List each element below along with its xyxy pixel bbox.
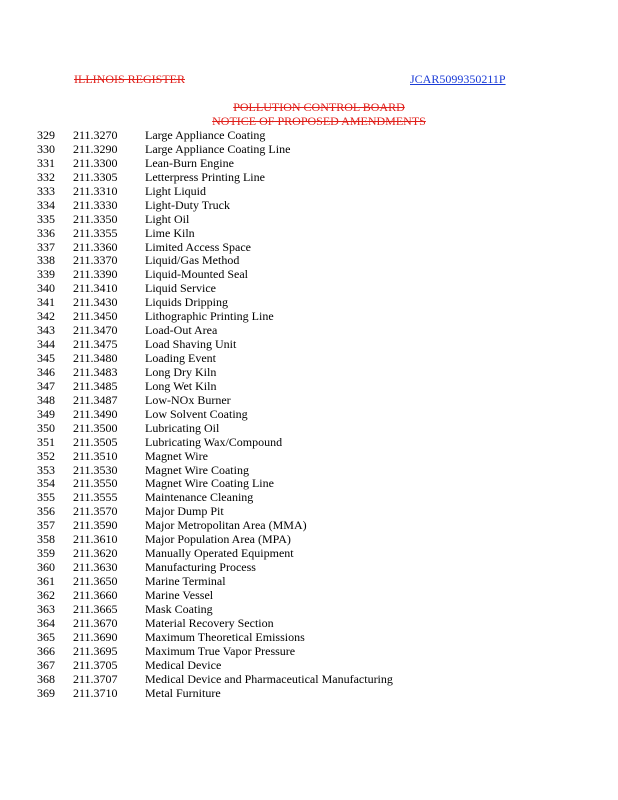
list-item	[37, 213, 597, 227]
section-number: 211.3430	[73, 295, 118, 310]
list-item	[37, 450, 597, 464]
list-item	[37, 241, 597, 255]
list-item	[37, 129, 597, 143]
defined-term: Lithographic Printing Line	[145, 309, 274, 324]
defined-term: Low-NOx Burner	[145, 392, 231, 407]
section-number: 211.3590	[73, 518, 118, 533]
line-number: 366	[37, 643, 55, 658]
section-number: 211.3305	[73, 169, 118, 184]
defined-term: Light Liquid	[145, 183, 206, 198]
defined-term: Magnet Wire	[145, 448, 208, 463]
list-item	[37, 505, 597, 519]
list-item	[37, 268, 597, 282]
list-item	[37, 519, 597, 533]
line-number: 350	[37, 420, 55, 435]
section-number: 211.3650	[73, 574, 118, 588]
list-item	[37, 408, 597, 422]
section-number: 211.3270	[73, 128, 118, 142]
line-number: 342	[37, 309, 55, 324]
list-item	[37, 296, 597, 310]
defined-term: Long Wet Kiln	[145, 378, 217, 393]
list-item	[37, 477, 597, 491]
section-number: 211.3660	[73, 587, 118, 602]
line-number: 353	[37, 462, 55, 477]
definitions-list	[37, 129, 597, 700]
defined-term: Liquid-Mounted Seal	[145, 267, 248, 282]
line-number: 337	[37, 239, 55, 254]
line-number: 347	[37, 378, 55, 393]
section-number: 211.3505	[73, 434, 118, 449]
list-item	[37, 227, 597, 241]
list-item	[37, 491, 597, 505]
defined-term: Marine Terminal	[145, 574, 226, 588]
defined-term: Liquid/Gas Method	[145, 253, 240, 268]
list-item	[37, 394, 597, 408]
defined-term: Light-Duty Truck	[145, 197, 231, 212]
line-number: 336	[37, 225, 55, 240]
defined-term: Light Oil	[145, 211, 190, 226]
defined-term: Manually Operated Equipment	[145, 546, 294, 561]
list-item	[37, 659, 597, 673]
line-number: 354	[37, 476, 55, 491]
section-number: 211.3620	[73, 546, 118, 561]
list-item	[37, 282, 597, 296]
list-item	[37, 199, 597, 213]
line-number: 341	[37, 295, 55, 310]
defined-term: Load Shaving Unit	[145, 337, 237, 352]
section-number: 211.3370	[73, 253, 118, 268]
defined-term: Lean-Burn Engine	[145, 155, 234, 170]
section-number: 211.3490	[73, 406, 118, 421]
board-name: POLLUTION CONTROL BOARD	[233, 100, 405, 114]
list-item	[37, 436, 597, 450]
list-item	[37, 575, 597, 589]
section-number: 211.3550	[73, 476, 118, 491]
line-number: 357	[37, 518, 55, 533]
list-item	[37, 157, 597, 171]
line-number: 352	[37, 448, 55, 463]
defined-term: Metal Furniture	[145, 685, 221, 700]
section-number: 211.3690	[73, 629, 118, 644]
defined-term: Major Dump Pit	[145, 504, 224, 519]
list-item	[37, 464, 597, 478]
line-number: 368	[37, 671, 55, 686]
section-number: 211.3470	[73, 323, 118, 338]
section-number: 211.3707	[73, 671, 118, 686]
line-number: 346	[37, 364, 55, 379]
defined-term: Major Population Area (MPA)	[145, 532, 291, 547]
defined-term: Marine Vessel	[145, 587, 214, 602]
line-number: 339	[37, 267, 55, 282]
section-number: 211.3610	[73, 532, 118, 547]
section-number: 211.3705	[73, 657, 118, 672]
list-item	[37, 171, 597, 185]
section-number: 211.3355	[73, 225, 118, 240]
line-number: 367	[37, 657, 55, 672]
section-number: 211.3555	[73, 490, 118, 505]
line-number: 364	[37, 615, 55, 630]
section-number: 211.3300	[73, 155, 118, 170]
section-number: 211.3410	[73, 281, 118, 296]
line-number: 348	[37, 392, 55, 407]
list-item	[37, 422, 597, 436]
line-number: 334	[37, 197, 55, 212]
section-number: 211.3695	[73, 643, 118, 658]
section-number: 211.3487	[73, 392, 118, 407]
defined-term: Large Appliance Coating	[145, 128, 266, 142]
register-heading: ILLINOIS REGISTER	[74, 72, 185, 86]
list-item	[37, 589, 597, 603]
list-item	[37, 645, 597, 659]
list-item	[37, 673, 597, 687]
list-item	[37, 254, 597, 268]
section-number: 211.3475	[73, 337, 118, 352]
section-number: 211.3530	[73, 462, 118, 477]
line-number: 365	[37, 629, 55, 644]
line-number: 332	[37, 169, 55, 184]
line-number: 356	[37, 504, 55, 519]
document-id-link[interactable]: JCAR5099350211P	[410, 72, 506, 86]
section-number: 211.3480	[73, 351, 118, 365]
defined-term: Maximum True Vapor Pressure	[145, 643, 296, 658]
defined-term: Limited Access Space	[145, 239, 251, 254]
section-number: 211.3510	[73, 448, 118, 463]
line-number: 340	[37, 281, 55, 296]
section-number: 211.3310	[73, 183, 118, 198]
defined-term: Large Appliance Coating Line	[145, 141, 291, 156]
line-number: 369	[37, 685, 55, 700]
list-item	[37, 143, 597, 157]
section-number: 211.3290	[73, 141, 118, 156]
defined-term: Lime Kiln	[145, 225, 195, 240]
notice-subtitle: NOTICE OF PROPOSED AMENDMENTS	[212, 114, 426, 128]
line-number: 329	[37, 128, 55, 142]
section-number: 211.3390	[73, 267, 118, 282]
list-item	[37, 366, 597, 380]
section-number: 211.3360	[73, 239, 118, 254]
line-number: 359	[37, 546, 55, 561]
line-number: 330	[37, 141, 55, 156]
line-number: 360	[37, 560, 55, 575]
defined-term: Letterpress Printing Line	[145, 169, 265, 184]
line-number: 331	[37, 155, 55, 170]
line-number: 355	[37, 490, 55, 505]
defined-term: Liquid Service	[145, 281, 216, 296]
list-item	[37, 687, 597, 701]
line-number: 335	[37, 211, 55, 226]
line-number: 361	[37, 574, 55, 588]
defined-term: Long Dry Kiln	[145, 364, 217, 379]
list-item	[37, 533, 597, 547]
line-number: 333	[37, 183, 55, 198]
list-item	[37, 352, 597, 366]
section-number: 211.3630	[73, 560, 118, 575]
defined-term: Lubricating Wax/Compound	[145, 434, 283, 449]
line-number: 344	[37, 337, 55, 352]
list-item	[37, 380, 597, 394]
section-number: 211.3670	[73, 615, 118, 630]
line-number: 345	[37, 351, 55, 365]
defined-term: Load-Out Area	[145, 323, 218, 338]
defined-term: Liquids Dripping	[145, 295, 228, 310]
line-number: 338	[37, 253, 55, 268]
section-number: 211.3485	[73, 378, 118, 393]
line-number: 343	[37, 323, 55, 338]
list-item	[37, 631, 597, 645]
defined-term: Maintenance Cleaning	[145, 490, 254, 505]
defined-term: Low Solvent Coating	[145, 406, 248, 421]
section-number: 211.3350	[73, 211, 118, 226]
line-number: 349	[37, 406, 55, 421]
defined-term: Mask Coating	[145, 601, 213, 616]
list-item	[37, 310, 597, 324]
list-item	[37, 547, 597, 561]
line-number: 362	[37, 587, 55, 602]
notice-title	[0, 100, 618, 128]
defined-term: Magnet Wire Coating Line	[145, 476, 274, 491]
section-number: 211.3665	[73, 601, 118, 616]
line-number: 358	[37, 532, 55, 547]
list-item	[37, 324, 597, 338]
defined-term: Lubricating Oil	[145, 420, 220, 435]
section-number: 211.3710	[73, 685, 118, 700]
list-item	[37, 561, 597, 575]
defined-term: Loading Event	[145, 351, 216, 365]
list-item	[37, 185, 597, 199]
defined-term: Manufacturing Process	[145, 560, 256, 575]
section-number: 211.3570	[73, 504, 118, 519]
defined-term: Maximum Theoretical Emissions	[145, 629, 305, 644]
section-number: 211.3483	[73, 364, 118, 379]
line-number: 351	[37, 434, 55, 449]
section-number: 211.3330	[73, 197, 118, 212]
defined-term: Medical Device and Pharmaceutical Manufacturing	[145, 671, 393, 686]
defined-term: Magnet Wire Coating	[145, 462, 249, 477]
section-number: 211.3450	[73, 309, 118, 324]
defined-term: Material Recovery Section	[145, 615, 274, 630]
list-item	[37, 617, 597, 631]
list-item	[37, 603, 597, 617]
line-number: 363	[37, 601, 55, 616]
defined-term: Medical Device	[145, 657, 222, 672]
section-number: 211.3500	[73, 420, 118, 435]
defined-term: Major Metropolitan Area (MMA)	[145, 518, 307, 533]
list-item	[37, 338, 597, 352]
